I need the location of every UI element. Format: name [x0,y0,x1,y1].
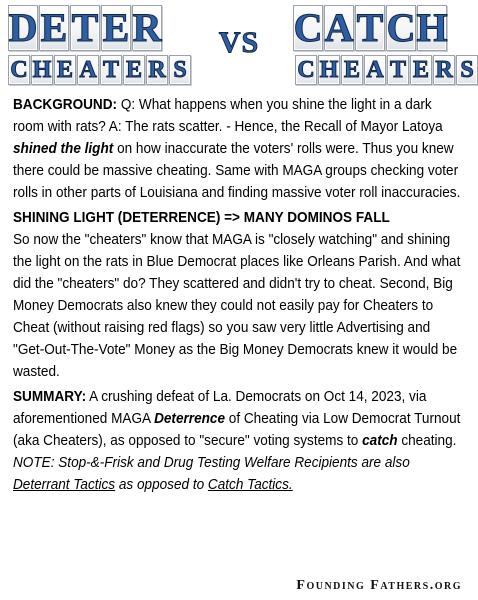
cheaters-right-tile-0: C [295,55,317,85]
background-text-1: Q: What happens when you shine the light in a dark room with rats? A: The rats scatter. - Hence, the Recall of Mayor Latoya [13,97,443,135]
summary-paragraph [13,386,463,496]
catch-tile-1: A [324,5,354,50]
catch-tile-2: T [356,5,384,50]
cheaters-right-tile-7: S [456,55,478,85]
summary-label: SUMMARY: [13,389,87,405]
catch-tile-3: C [386,5,416,50]
summary-text-3: cheating. [397,433,457,449]
summary-catch-word: catch [362,433,398,449]
summary-text-1: A crushing defeat of La. Democrats on Oct 14, 2023, via aforementioned MAGA [13,389,427,427]
deter-tile-4: R [132,5,162,50]
deter-tile-2: T [71,5,99,50]
background-emphasis: shined the light [13,141,114,157]
title-banner [0,0,474,92]
note-text-2: as opposed to [115,477,208,493]
cheaters-right-tile-5: E [410,55,432,85]
background-text-2: on how inaccurate the voters' rolls were. Thus you knew there could be massive cheating. Same with MAGA groups checking voter rolls in other parts of Louisiana and finding massive voter roll inaccuracies. [13,141,461,201]
cheaters-right-title [295,55,478,85]
catch-tile-0: C [293,5,323,50]
cheaters-right-tile-1: H [319,57,339,83]
deterrant-tactics-link[interactable]: Deterrant Tactics [13,477,116,493]
vs-label: VS [218,26,260,59]
cheaters-left-tile-6: R [146,55,168,85]
deter-title [8,5,162,51]
cheaters-left-tile-4: T [100,55,122,85]
deter-tile-0: D [8,5,38,50]
deter-tile-1: E [40,5,68,50]
summary-deterrence-word: Deterrence [154,411,226,427]
cheaters-left-tile-1: H [32,57,52,83]
cheaters-left-title [8,55,191,85]
deterrence-heading: SHINING LIGHT (DETERRENCE) => MANY DOMINOS FALL [13,210,390,226]
deter-tile-3: E [102,5,130,50]
background-paragraph [13,94,463,204]
article-body [13,94,463,499]
deterrence-paragraph: So now the "cheaters" know that MAGA is "closely watching" and shining the light on the rats in Blue Democrat places like Orleans Parish. And what did the "cheaters" do? They scattered and didn't try to cheat. Second, Big Money Democrats also knew they could not easily pay for Cheaters to Cheat (without raising red flags) so you saw very little Advertising and "Get-Out-The-Vote" Money as the Big Money Democrats knew it would be wasted. [13,232,461,380]
cheaters-right-tile-3: A [364,55,386,85]
cheaters-left-tile-2: E [54,55,76,85]
cheaters-left-tile-3: A [77,55,99,85]
catch-tile-4: H [416,5,448,50]
catch-tactics-link[interactable]: Catch Tactics. [207,477,293,493]
cheaters-right-tile-2: E [341,55,363,85]
cheaters-left-tile-0: C [8,55,30,85]
cheaters-left-tile-5: E [123,55,145,85]
site-footer: Founding Fathers.org [296,578,462,593]
catch-title [293,5,447,51]
note-text-1: NOTE: Stop-&-Frisk and Drug Testing Welfare Recipients are also [13,455,410,471]
cheaters-right-tile-4: T [387,55,409,85]
background-label: BACKGROUND: [13,97,118,113]
summary-text-2: of Cheating via Low Democrat Turnout (aka Cheaters), as opposed to "secure" voting systems to [13,411,461,449]
cheaters-left-tile-7: S [169,55,191,85]
cheaters-right-tile-6: R [433,55,455,85]
